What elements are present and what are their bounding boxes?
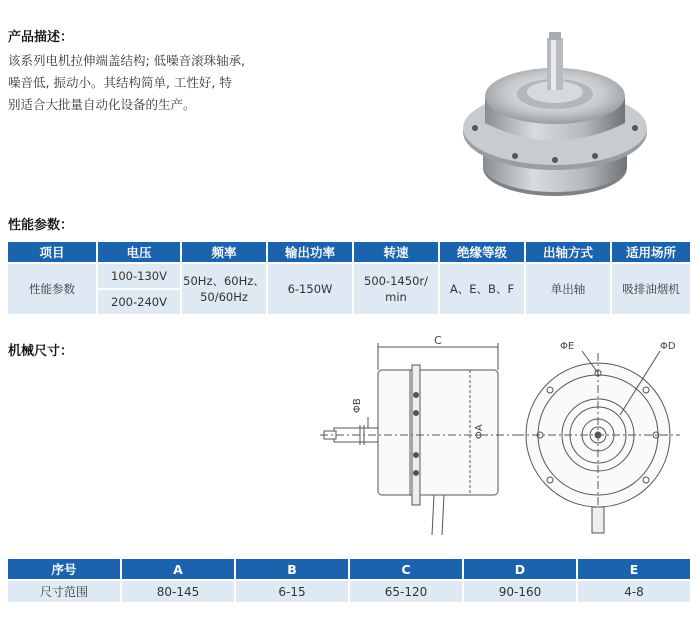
performance-table	[6, 240, 692, 316]
dim-label-c: C	[434, 335, 442, 347]
header-cell: 项目	[8, 242, 96, 262]
header-cell: 输出功率	[268, 242, 352, 262]
dim-label-d: ΦD	[660, 341, 676, 352]
header-cell: 电压	[98, 242, 180, 262]
header-cell: 频率	[182, 242, 266, 262]
value-cell: 65-120	[350, 581, 462, 602]
speed-line: 500-1450r/	[364, 274, 428, 288]
value-cell: 80-145	[122, 581, 234, 602]
speed-line: min	[385, 290, 407, 304]
table-row	[8, 581, 690, 602]
mechanical-drawing	[320, 335, 692, 540]
row-label: 尺寸范围	[8, 581, 120, 602]
header-cell: 适用场所	[612, 242, 690, 262]
description-text	[8, 50, 298, 116]
table-header-row	[8, 242, 690, 262]
power-cell: 6-150W	[268, 264, 352, 314]
header-cell: E	[578, 559, 690, 579]
dim-label-a: ΦA	[474, 424, 485, 439]
dim-label-e: ΦE	[560, 341, 575, 352]
value-cell: 6-15	[236, 581, 348, 602]
header-cell: 序号	[8, 559, 120, 579]
insulation-cell: A、E、B、F	[440, 264, 524, 314]
performance-title: 性能参数：	[8, 218, 74, 233]
frequency-line: 50Hz、60Hz、	[183, 274, 265, 288]
dim-label-b: ΦB	[352, 398, 363, 413]
table-header-row	[8, 559, 690, 579]
value-cell: 90-160	[464, 581, 576, 602]
row-label: 性能参数	[8, 264, 96, 314]
frequency-cell	[182, 264, 266, 314]
header-cell: D	[464, 559, 576, 579]
header-cell: C	[350, 559, 462, 579]
mechanical-title: 机械尺寸：	[8, 344, 74, 359]
value-cell: 4-8	[578, 581, 690, 602]
frequency-line: 50/60Hz	[200, 290, 248, 304]
description-line: 该系列电机拉伸端盖结构; 低噪音滚珠轴承,	[8, 53, 246, 68]
header-cell: B	[236, 559, 348, 579]
header-cell: A	[122, 559, 234, 579]
description-line: 噪音低, 振动小。其结构简单, 工性好, 特	[8, 75, 232, 90]
header-cell: 绝缘等级	[440, 242, 524, 262]
table-row	[8, 264, 690, 288]
voltage-cell: 100-130V	[98, 264, 180, 288]
header-cell: 转速	[354, 242, 438, 262]
voltage-cell: 200-240V	[98, 290, 180, 314]
motor-photo	[455, 28, 655, 208]
header-cell: 出轴方式	[526, 242, 610, 262]
description-title: 产品描述：	[8, 30, 74, 45]
application-cell: 吸排油烟机	[612, 264, 690, 314]
dimensions-table	[6, 557, 692, 604]
shaft-cell: 单出轴	[526, 264, 610, 314]
description-line: 别适合大批量自动化设备的生产。	[8, 97, 196, 112]
speed-cell	[354, 264, 438, 314]
